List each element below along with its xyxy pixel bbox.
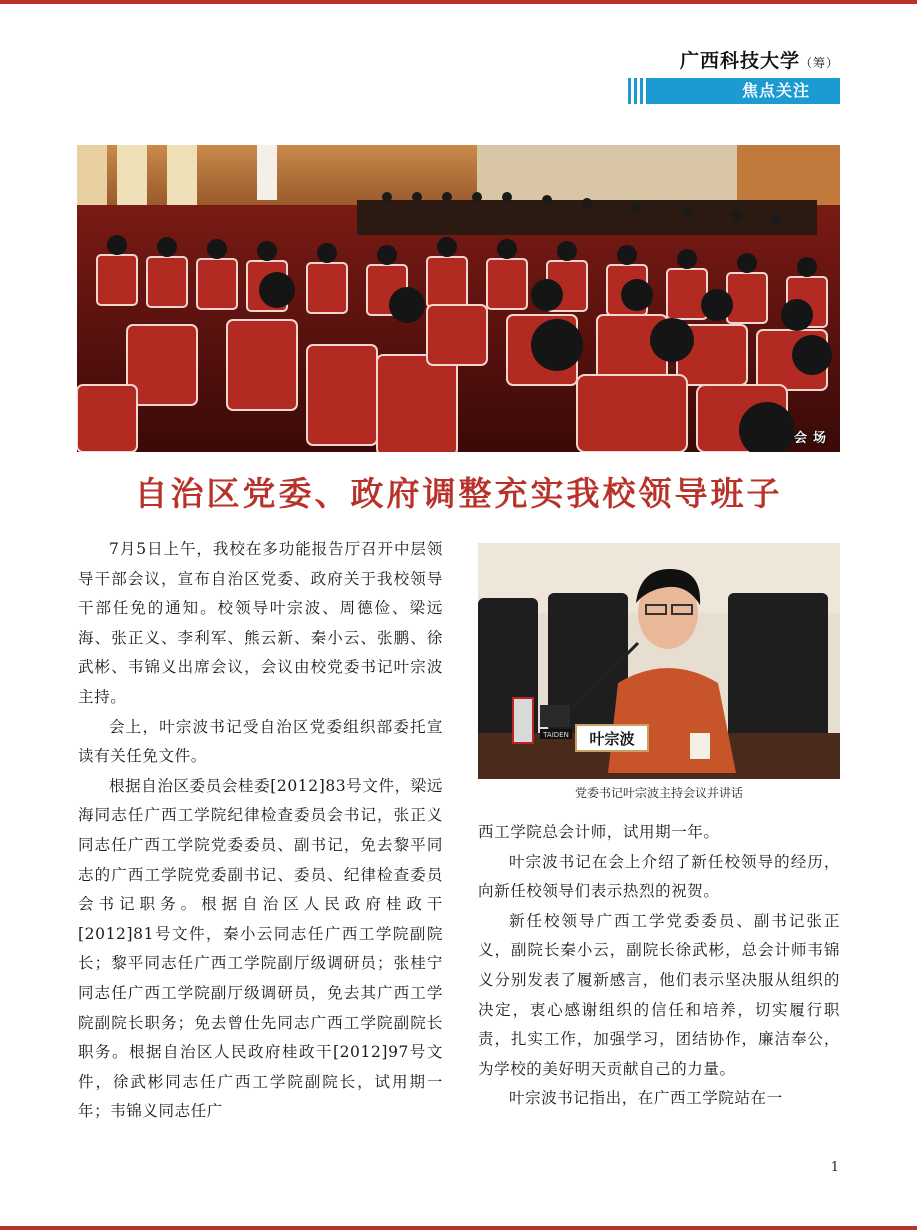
speaker-illustration bbox=[478, 543, 840, 779]
publication-name: 广西科技大学（筹） bbox=[679, 50, 839, 72]
top-rule bbox=[0, 0, 917, 4]
page-number: 1 bbox=[830, 1160, 839, 1175]
paragraph: 7月5日上午，我校在多功能报告厅召开中层领导干部会议，宣布自治区党委、政府关于我校领导干部任免的通知。校领导叶宗波、周德俭、梁远海、张正义、李利军、熊云新、秦小云、张鹏、徐武彬、韦锦义出席会议，会议由校党委书记叶宗波主持。 bbox=[78, 540, 443, 706]
speaker-photo-caption: 党委书记叶宗波主持会议并讲话 bbox=[574, 786, 743, 800]
speaker-photo bbox=[478, 543, 840, 779]
main-photo-caption: 会场 bbox=[793, 431, 832, 446]
paragraph: 西工学院总会计师，试用期一年。 bbox=[478, 823, 720, 841]
paragraph: 会上，叶宗波书记受自治区党委组织部委托宣读有关任免文件。 bbox=[78, 717, 443, 766]
paragraph: 新任校领导广西工学党委委员、副书记张正义，副院长秦小云，副院长徐武彬，总会计师韦锦义分别发表了履新感言，他们表示坚决服从组织的决定，衷心感谢组织的信任和培养，切实履行职责，扎实工作，加强学习，团结协作，廉洁奉公，为学校的美好明天贡献自己的力量。 bbox=[478, 911, 840, 1078]
meeting-hall-illustration bbox=[77, 145, 840, 452]
section-stripes bbox=[628, 78, 657, 104]
paragraph: 叶宗波书记在会上介绍了新任校领导的经历，向新任校领导们表示热烈的祝贺。 bbox=[478, 852, 840, 901]
left-column bbox=[78, 535, 443, 1127]
nameplate-text: 叶宗波 bbox=[589, 730, 635, 748]
mic-brand: TAIDEN bbox=[543, 731, 569, 739]
right-column bbox=[478, 818, 840, 1114]
article-headline: 自治区党委、政府调整充实我校领导班子 bbox=[134, 474, 783, 513]
meeting-hall-photo bbox=[77, 145, 840, 452]
paragraph: 叶宗波书记指出，在广西工学院站在一 bbox=[509, 1089, 783, 1108]
paragraph: 根据自治区委员会桂委[2012]83号文件，梁远海同志任广西工学院纪律检查委员会书记，张正义同志任广西工学院党委委员、副书记，免去黎平同志的广西工学院党委副书记、委员、纪律检查委员会书记职务。根据自治区人民政府桂政干[2012]81号文件，秦小云同志任广西工学院副院长；黎平同志任广西工学院副厅级调研员；张桂宁同志任广西工学院副厅级调研员，免去其广西工学院副院长职务；免去曾仕先同志广西工学院副院长职务。根据自治区人民政府桂政干[2012]97号文件，徐武彬同志任广西工学院副院长，试用期一年；韦锦义同志任广 bbox=[78, 776, 443, 1121]
section-bar bbox=[628, 78, 840, 104]
section-label: 焦点关注 bbox=[741, 81, 810, 100]
masthead bbox=[680, 46, 839, 73]
bottom-rule bbox=[0, 1226, 917, 1230]
